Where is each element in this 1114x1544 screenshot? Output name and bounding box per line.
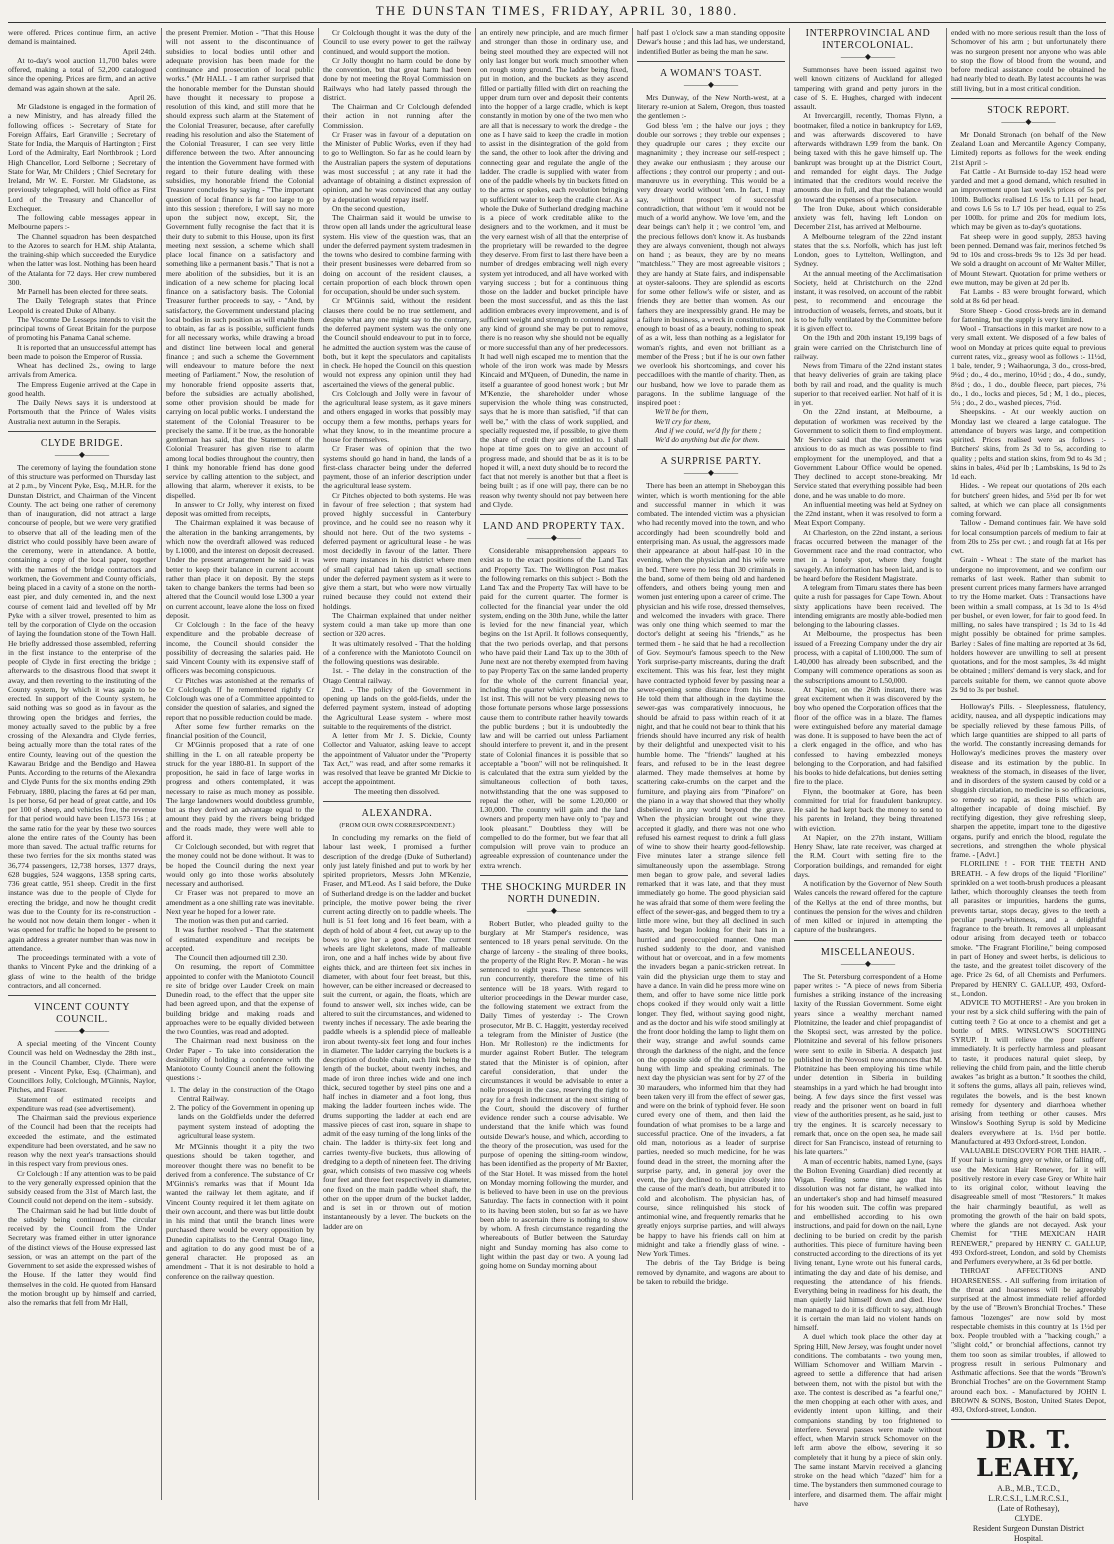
paragraph: The debris of the Tay Bridge is being removed by dynamite, and wagons are about to be taken to rebuild the bridge. xyxy=(637,1258,785,1286)
column-6 xyxy=(794,28,942,1508)
ornament-rule: ———◆——— xyxy=(840,958,896,968)
paragraph: The Chairman read next business on the Order Paper - To take into consideration the desirability of holding a conference with the Maniototo County Council anent the following questions :- xyxy=(166,1036,314,1083)
paragraph: The proceedings terminated with a vote of thanks to Vincent Pyke and the drinking of a glass of wine to the health of the bridge contractors, and all concerned. xyxy=(8,953,156,990)
headline-clyde-bridge: CLYDE BRIDGE. xyxy=(40,437,124,449)
paragraph: Cr Colclough thought it was the duty of the Council to use every power to get the railway continued, and would support the motion. xyxy=(323,28,471,56)
verse-line: We'd do anything but die for them. xyxy=(655,435,760,444)
paragraph: The Chairman explained it was because of the alteration in the banking arrangements, by which now the overdraft allowed was reduced by L1000, and the interest on deposit decreased. Under the present arrangement he said it was better to keep their balance in current account rather than place it on deposit. By the steps taken to change bankers the terms had been so altered that the Council would lose L300 a year on current account, leave alone the loss on fixed deposit. xyxy=(166,518,314,620)
paragraph: VALUABLE DISCOVERY FOR THE HAIR. - If your hair is turning grey or white, or falling off, use the Mexican Hair Renewer, for it will positively restore in every case Grey or White hair to its original color, without leaving the disagreeable smell of most "Restorers." It makes the hair charmingly beautiful, as well as promoting the growth of the hair on bald spots, where the glands are not decayed. Ask your Chemist for "THE MEXICAN HAIR RENEWER," prepared by HENRY C. GALLUP, 493 Oxford-street, London, and sold by Chemists and Perfumers everywhere, at 3s 6d per bottle. xyxy=(951,1146,1106,1266)
paragraph: A letter from Mr J. S. Dickie, County Collector and Valuator, asking leave to accept the appointment of Valuator under the "Property Tax Act," was read, and after some remarks it was resolved that leave be granted Mr Dickie to accept the appointment. xyxy=(323,731,471,787)
paragraph: On the 22nd instant, at Melbourne, a deputation of workmen was received by the Government to solicit them to find employment. Mr Service said that the Government was anxious to do as much as was possible to find employment for the unemployed, and that a Government Labour Office would be opened. They declined to accept stone-breaking. Mr Service stated that everything possible had been done, and he was unable to do more. xyxy=(794,407,942,500)
paragraph: Cr Pitches was astonished at the remarks of Cr Colclough. If he remembered rightly Cr Colclough was one of a Committee appointed to consider the question of salaries, and signed the report that no possible reduction could be made. xyxy=(166,675,314,722)
paragraph: Robert Butler, who pleaded guilty to the burglary at Mr Stamper's residence, was sentenced to 18 years penal servitude. On the charge of larceny - the stealing of three books, the property of the Right Rev. P. Moran - he was sentenced to eight years. These sentences will run concurrently, therefore the time of his sentence will be 18 years. With regard to ulterior proceedings in the Dewar murder case, the following statement we extract from the Daily Times of yesterday :- The Crown prosecutor, Mr B. C. Haggitt, yesterday received a telegram from the Minister of Justice (the Hon. Mr Rolleston) re the indictments for murder against Robert Butler. The telegram stated that the Minister is of opinion, after careful consideration, that under the circumstances it would be advisable to enter a nolle prosequi in the case, reserving the right to pray for a fresh indictment at the next sitting of the Court, should the discovery of further evidence render such a course advisable. We understand that the knife which was found outside Dewar's house, and which, according to the theory of the prosecution, was used for the purpose of opening the sitting-room window, has been identified as the property of Mr Baxter, of the Star Hotel. It was missed from the hotel on Monday morning following the murder, and is believed to have been in use on the previous Saturday. The facts in connection with it point to its having been stolen, but so far as we have been able to ascertain there is nothing to show by whom. A fresh circumstance regarding the whereabouts of Butler between the Saturday night and Sunday morning has also come to light within the past day or two. A young lad going home on Sunday morning about xyxy=(480,918,628,1270)
section-rule xyxy=(951,699,1106,700)
paragraph: The Chairman and Cr Colclough defended their action in not running after the Commission. xyxy=(323,102,471,130)
paragraph: It is reported that an unsuccessful attempt has been made to poison the Emperor of Russia. xyxy=(8,342,156,361)
section-rule xyxy=(794,940,942,941)
paragraph: an entirely new principle, and are much firmer and stronger than those in ordinary use, and being steel mouthed they are expected will not only last longer but work much smoother when on rough stony ground. The ladder being fixed, put in motion, and the buckets as they ascend filled or partially filled with dirt on reaching the upper drum turn over and deposit their contents into the hopper of a large cradle, which is kept constantly in motion by one of the two men who are all that is necessary to work the dredge - the one as I have said to keep the cradle in motion to assist in the disintegration of the gold from the sand, the other to look after the driving and connecting gear and regulate the angle of the ladder. The cradle is supplied with water from one of the paddle wheels by tin buckets fitted on to the arms or spokes, each revolution bringing up sufficient water to keep the cradle clear. As a whole the Duke of Sutherland dredging machine is a piece of work creditable alike to the designers and to the workmen, and it must be the very earnest wish of all that the enterprise of the proprietary will be rewarded to the degree they deserve. From first to last there have been a number of dredges embracing well nigh every system yet introduced, and all have worked with varying success ; but for a continuous thing those on the ladder and bucket principle have been the most successful, and as this the last addition embraces every improvement, and is of sufficient weight and strength to contend against any kind of ground she may be put to remove, there is no reason why she should not be equally or more successful than any of her predecessors. It had well nigh escaped me to mention that the whole of the iron work was made by Messrs Kincaid and M'Queen, of Dunedin, the name in itself a guarantee of good honest work ; but Mr M'Kenzie, the shareholder under whose supervision the whole thing was constructed, says that he is more than satisfied, "if that can well be," with the class of work supplied, and specially requested me, if possible, to give them the share of credit they are entitled to. I shall hope at time goes on to give an account of progress made, and should that be as it is to be hoped it will, a next duty should be to record the fact that not merely is another but that a fleet is being built ; as if one will pay, there can be no reason why twenty should not pay between here and Clyde. xyxy=(480,28,628,509)
paragraph: Mr M'Ginnis thought it a pity the two questions should be taken together, and moreover thought there was no benefit to be derived from a conference. The substance of Cr M'Ginnis's remarks was that if Mount Ida wanted the railway let them agitate, and if Vincent County required it let them agitate on their own account, and there was but little doubt in his mind that until the branch lines were purchased there would be every opposition by Dunedin capitalists to the Central Otago line, and agitation to do any good must be of a general character. He proposed as an amendment - That it is not desirable to hold a conference on the railway question. xyxy=(166,1142,314,1281)
paragraph: The Viscomte De Lesseps intends to visit the principal towns of Great Britain for the purpose of promoting his Panama Canal scheme. xyxy=(8,314,156,343)
paragraph: On the 19th and 20th instant 19,199 bags of grain were carried on the Christchurch line of railway. xyxy=(794,333,942,361)
paragraph: FLORILINE ! - FOR THE TEETH AND BREATH. - A few drops of the liquid "Floriline" sprinkled on a wet tooth-brush produces a pleasant lather, which thoroughly cleanses the teeth from all parasites or impurities, hardens the gums, prevents tartar, stops decay, gives to the teeth a peculiar pearly-whiteness, and a delightful fragrance to the breath. It removes all unpleasant odour arising from decayed teeth or tobacco smoke. "The Fragrant Floriline," being composed in part of Honey and sweet herbs, is delicious to the taste, and the greatest toilet discovery of the age. Price 2s 6d, of all Chemists and Perfumers. Prepared by HENRY C. GALLUP, 493, Oxford-st., London. xyxy=(951,859,1106,998)
advertisement-qualifications: A.B., M.B., T.C.D., xyxy=(997,1484,1060,1494)
ornament-rule: ———◆——— xyxy=(526,533,582,542)
paragraph: The following cable messages appear in Melbourne papers :- xyxy=(8,213,156,232)
headline-womans-toast: A WOMAN'S TOAST. xyxy=(659,67,763,79)
column-7 xyxy=(951,28,1106,1544)
advertisement-position: Hospital. xyxy=(1013,1534,1044,1544)
section-rule xyxy=(323,801,471,802)
ornament-rule: ———◆——— xyxy=(683,468,739,478)
paragraph: half past 1 o'clock saw a man standing opposite Dewar's house ; and this lad has, we understand, indentified Butler as being the man he saw. xyxy=(637,28,785,56)
ornament-rule: ———◆——— xyxy=(526,905,582,915)
paragraph: At Melbourne, the prospectus has been issued of a Freezing Company under the dry air process, with a capital of L100,000. The sum of L40,000 has already been subscribed, and the Company will commence operations as soon as the subscriptions amount to L50,000. xyxy=(794,629,942,685)
paragraph: It was further resolved - That the statement of estimated expenditure and receipts be accepted. xyxy=(166,925,314,953)
headline-stock-report: STOCK REPORT. xyxy=(987,104,1070,116)
paragraph: The Channel squadron has been despatched to the Azores to search for H.M. ship Atalanta, the training-ship which succeeded the Eurydice when the latter was lost. Nothing has been heard of the Atalanta for 72 days. Her crew numbered 300. xyxy=(8,231,156,287)
paragraph: The Daily Telegraph states that Prince Leopold is created Duke of Albany. xyxy=(8,296,156,315)
paragraph: At Invercargill, recently, Thomas Flynn, a bootmaker, filed a notice in bankruptcy for L69, and was afterwards discovered to have afterwards withdrawn L99 from the bank. On being taxed with this he gave himself up. The bankrupt was brought up at the District Court, and remanded for eight days. The Judge intimated that the creditors would receive the amounts due in full, and that the balance would go toward the expenses of a prosecution. xyxy=(794,111,942,204)
paragraph: There has been an attempt in Sheboygan this winter, which is worth mentioning for the able and successful manner in which it was combated. The intended victim was a physician who had recently moved into the town, and who accordingly had been scoundrelly bold and enterprising man. As usual, the aggressors made their appearance at about half-past 10 in the evening, when the physician and his wife were in bed. There were no less than 30 criminals in the band, some of them being old and hardened offenders, and others being young men and women just entering upon a career of crime. The physician and his wife rose, dressed themselves, and welcomed the invaders with grace. There was only one thing which seemed to mar the doctor's delight at seeing his "friends," as he termed them - he said that he had a recollection of Gov. Seymour's famous speech to the New York surprise-party miscreants, during the draft excitement. This was his fear, lest they might have contracted typhoid fever by passing near a sewer-opening some distance from his house. He told them that although in the daytime the sewer-gas was comparatively innocuous, he should be afraid to pass within reach of it at night, and that he could not bear to think that his friends should have incurred any risk of health by their delightful and unexpected visit to his humble home. The "friends" laughed at his fears, and refused to be in the least degree alarmed. They made themselves at home by scattering cake-crumbs on the carpet and the furniture, and playing airs from "Pinafore" on the piano in a way that showed that they wholly disbelieved in any world beyond the grave. When the physician brought out wine they accepted it gladly, and there was not one who refused his earnest request to drink a full glass of wine to show their hearty good-fellowship. Five minutes later a strange silence fell simultaneously upon the assemblage. Strong men began to grow pale, and several ladies remarked that it was late, and that they must immediately go home. The good physician said he was afraid that some of them were feeling the effect of the sewer-gas, and begged them to try a little more wine, but they all declined in such haste, and began looking for their hats in a hurried and preoccupied manner. One man rushed suddenly to the door, and vanished without hat or overcoat, and in a few moments the invaders began a panic-stricken retreat. In vain did the physician urge them to stay and have a dance. In vain did he press more wine on them, and offer to have some nice little pork chops cooked if they would only wait a little longer. They fled, without saying good night, and as the doctor and his wife stood smilingly at the front door holding the lamp to light them on their way, strange and awful sounds came through the darkness of the night, and the fence on the opposite side of the road seemed to be hung with limp and speaking criminals. The next day the physician was sent for by 27 of the 30 marauders, who informed him that they had been taken very ill from the effect of sewer gas, and were on the brink of typhoid fever. He soon cured every one of them, and then laid the foundation of what promises to be a large and successful practice. One of the invaders, a fat old man, notorious as a leader of surprise parties, needed so much medicine, for he was found dead in the street, the morning after the surprise party, and, in general joy over the event, the jury declined to inquire closely into the cause of the man's death, but attributed it to cold and alcoholism. The physician has, of course, since relinquished his stock of antimonial wine, and frequently remarks that he greatly enjoys surprise parties, and will always be happy to have his friends call on him at midnight and take a friendly glass of wine. - New York Times. xyxy=(637,481,785,1258)
paragraph: Statement of estimated receipts and expenditure was read (see advertisement). xyxy=(8,1094,156,1113)
paragraph: 2nd. - The policy of the Government in opening up lands on the gold-fields, under the deferred payment system, instead of adopting the Agricultural Lease system - where most suitable to the requirements of the district. xyxy=(323,684,471,731)
paragraph: At Napier, on the 26th instant, there was great excitement when it was discovered by the boy who opened the Corporation offices that the floor of the office was in a blaze. The flames were extinguished before any material damage was done. It is supposed to have been the act of a clerk engaged in the office, and who has confessed to having embezzled moneys belonging to the Corporation, and had falsified his books to hide defalcations, but denies setting fire to the place. xyxy=(794,684,942,787)
paragraph: In concluding my remarks on the field of labour last week, I promised a further description of the dredge (Duke of Sutherland) only just lately finished and put to work by her spirited proprietors, Messrs John M'Kenzie, Fraser, and M'Leod. As I said before, the Duke of Sutherland dredge is on the ladder and bucket principle, the motive power being the river current acting directly on to paddle wheels. The hull is 51 feet long and 16 feet beam, with a depth of hold of about 4 feet, cut away up to the bows to give her a good sheer. The current wheels are light skeletons, made of malleable iron, one and a half inches wide by about five eights thick, and are thirteen feet six inches in diameter, with about four feet breast, but this, however, can be either increased or decreased to suit the current, or again, the floats, which are found to answer well, six inches wide, can be altered to suit the circumstances, and widened to twenty inches if necessary. The axle bearing the paddle wheels is a splendid piece of malleable iron about twenty-six feet long and four inches in diameter. The ladder carrying the buckets is a description of double chain, each link being the length of the bucket, about twenty inches, and made of iron three inches wide and one inch thick, secured together by steel pins one and a half inches in diameter and a foot long, thus making the ladder fourteen inches wide. The drums supporting the ladder at each end are massive pieces of cast iron, square in shape to admit of the easy turning of the long links of the chain. The ladder is thirty-six feet long and carries twenty-five buckets, thus allowing of dredging to a depth of nineteen feet. The driving gear, which consists of two massive cog wheels four feet and three feet respectively in diameter, one fixed on the main paddle wheel shaft, the other on the upper drum of the bucket ladder, and is set in or thrown out of motion instantaneously by a lever. The buckets on the ladder are on xyxy=(323,833,471,1231)
column-3 xyxy=(323,28,471,1500)
paragraph: After some few further remarks on the financial position of the Council, xyxy=(166,721,314,740)
advertisement-town: CLYDE. xyxy=(1014,1514,1043,1524)
headline-miscellaneous: MISCELLANEOUS. xyxy=(820,946,916,958)
headline-surprise-party: A SURPRISE PARTY. xyxy=(660,456,762,468)
paragraph: News from Timaru of the 22nd instant states that heavy deliveries of grain are taking place both by rail and road, and the quality is much superior to that received earlier. Not half of it is in yet. xyxy=(794,361,942,407)
section-rule xyxy=(8,431,156,432)
paragraph: Cr Colclough seconded, but with regret that the money could not be done without. It was to be hoped the Council during the next year would only go into those works absolutely necessary and authorised. xyxy=(166,842,314,888)
paragraph: At Charleston, on the 22nd instant, a serious fracas occurred between the manager of the Government race and the road contractor, who met in a lonely spot, where they fought savagely. An information has been laid, and is to be heard before the Resident Magistrate. xyxy=(794,527,942,583)
paragraph: were offered. Prices continue firm, an active demand is maintained. xyxy=(8,28,156,47)
paragraph: On the second question, xyxy=(332,203,405,213)
masthead-rule xyxy=(8,22,1106,23)
paragraph: The Chairman said it would be unwise to throw open all lands under the agricultural lease system. His view of the question was, that an under the deferred payment system tradesmen in the towns who desired to combine farming with their present businesses were debarred from so doing on account of the resident clauses, a certain proportion of each block thrown open for occupation, should be under such system. xyxy=(323,213,471,296)
headline-vincent-county-council: VINCENT COUNTY COUNCIL. xyxy=(33,1002,131,1025)
paragraph: The St. Petersburg correspondent of a Home paper writes :- "A piece of news from Siberia furnishes a striking instance of the increasing laxity of the Russian Government. Some eight years since a wealthy merchant named Plotnitzine, the leader and chief propagandist of the Skoptsi sect, was arrested by the police. Plotnitzine and several of his fellow prisoners were sent to exile in Siberia. A despatch just published in the Novosti now announces that M. Plotnitzine has been employing his time while under detention in Siberia in building steamships in a yard which he had brought into being. A few days since the first vessel was ready and the prisoner went on board in full view of the authorities present, as he said, just to try the engines. It is scarcely necessary to remark that, once on the open sea, he made sail direct for San Francisco, instead of returning to his late quarters." xyxy=(794,971,942,1157)
paragraph: A notification by the Governor of New South Wales cancels the reward offered for the capture of the Kellys at the end of three months, but continues the pension for the wives and children of men killed or injured in attempting the capture of the bushrangers. xyxy=(794,879,942,935)
paragraph: The Iron Duke, about which considerable anxiety was felt, having left London on December 21st, has arrived at Melbourne. xyxy=(794,203,942,232)
paragraph: Mr Parnell has been elected for three seats. xyxy=(17,287,148,296)
ornament-rule: ———◆——— xyxy=(1001,116,1056,126)
headline-shocking-murder: THE SHOCKING MURDER IN NORTH DUNEDIN. xyxy=(481,881,627,905)
column-2 xyxy=(166,28,314,1500)
paragraph: A special meeting of the Vincent County Council was held on Wednesday the 28th inst., in the Council Chamber, Clyde. There were present - Vincent Pyke, Esq. (Chairman), and Councillors Jolly, Colclough, M'Ginnis, Naylor, Pitches, and Fraser. xyxy=(8,1039,156,1095)
column-divider xyxy=(789,28,790,1500)
agenda-list xyxy=(170,1084,314,1141)
paragraph: Grain - Wheat : The state of the market has undergone no improvement, and we confirm our remarks of last week. Rather than submit to present current prices many farmers have arranged to try the Home market. Oats : Transactions have been within a small compass, at 1s 3d to 1s 4½d per bushel, or even lower, for fair to good feed. In milling, no sales have transpired ; 1s 3d to 1s 4d might possibly be obtained for prime samples. Barley : Sales of fine malting are reported at 3s 6d, holders however are unwilling to sell at present quotations, and for the most samples, 3s 4d might be obtained ; millers' demand is very slack, and for parcels suitable for them, we cannot quote above 2s 9d to 3s per bushel. xyxy=(951,555,1106,694)
paragraph: Summonses have been issued against two well known citizens of Auckland for alleged tampering with grand and petty jurors in the case of S. E. Hughes, charged with indecent assault. xyxy=(794,65,942,111)
paragraph: In answer to Cr Jolly, why interest on fixed deposit was omitted from receipts, xyxy=(166,499,314,518)
paragraph: Cr Fraser was not prepared to move an amendment as a one shilling rate was inevitable. Next year he hoped for a lower rate. xyxy=(166,888,314,916)
paragraph: A duel which took place the other day at Spring Hill, New Jersey, was fought under novel conditions. The combatants - two young men, William Schomover and William Marvin - agreed to settle a difference that had arisen between them, not with the pistol but with the axe. The contest is described as "a fearful one," the men chopping at each other with axes, and evidently intent upon killing, and their companions standing by too frightened to interfere. Several passes were made without effect, when Marvin struck Schomover on the left arm above the elbow, severing it so completely that it hung by a piece of skin only. The same instant Marvin received a glancing stroke on the head which "dazed" him for a time. The bystanders then summoned courage to interfere, and disarmed them. The affair might have xyxy=(794,1332,942,1508)
ornament-rule: ———◆——— xyxy=(54,1026,110,1035)
paragraph: Store Sheep - Good cross-breds are in demand for fattening, but the supply is very limited. xyxy=(951,305,1106,324)
paragraph: Cr Colclough : If any attention was to be paid to the very generally expressed opinion that the subsidy ceased from the 31st of March last, the Council could not depend on the item - subsidy. xyxy=(8,1168,156,1206)
paragraph: Wool - Transactions in this market are now to a very small extent. We disposed of a few bales of wool on Monday at prices quite equal to previous current rates, viz., greasy wool as follows :- 11½d, 1 bale, tender, 9 ; Waihaorunga, 3 do., cross-bred, 9¼d ; do., 4 do., merino, 10½d ; do., 4 do., sundy, 8¼d ; do., 1 do., double fleece, part pieces, 7¼ do., 1 do., locks and pieces, 5d ; M, 1 do., pieces, 5¼ ; do., 2 do., washed pieces, 7½d. xyxy=(951,324,1106,407)
section-rule xyxy=(637,449,785,450)
paragraph: Fat sheep were in good supply, 2853 having been penned. Demand was fair, merinos fetched 9s 9d to 10s and cross-breds 9s to 12s 3d per head. We sold a draught on account of Mr Walter Miller, of Mount Stewart. Quotation for prime wethers or ewe mutton, may be given at 2d per lb. xyxy=(951,231,1106,287)
paragraph: A telegram from Timaru states there has been quite a rush for passages for Cape Town. About sixty applications have been received. The intending emigrants are mostly able-bodied men belonging to the labouring classes. xyxy=(794,583,942,629)
paragraph: The ceremony of laying the foundation stone of this structure was performed on Thursday last at 2 p.m., by Vincent Pyke, Esq., M.H.R. for the Dunstan District, and Chairman of the Vincent County. The act being one rather of ceremony than of inauguration, did not attract a large concourse of people, but we were very gratified to observe that all of the leading men of the district who could possibly have been aware of the ceremony, were in attendance. A bottle, containing a copy of the local paper, together with the names of the bridge contractors and workmen, the Government and County officials, being placed in a cavity of a stone on the north-east pier, and duly cemented in, and the next course of cement laid and levelled off by Mr Pyke with a silver trowel, presented to him as tell by the corporation of Clyde on the occasion of laying the foundation stone of the Town Hall. He briefly addressed those assembled, referring in the first instance to the enterprise of the people of Clyde in first erecting the bridge ; afterwards to the disastrous flood that swept it away, and then reverting to the instituting of the County system, by which it was again to be erected. In support of the County system, he said nothing was so good as in favour as the throwing open the bridges and ferries, the money actually saved to the public by a free crossing of the Alexandra and Clyde ferries, being actually more than the total rates of the entire County, leaving out of the question the Kawarau Bridge and the Bendigo and Hawea Punts. According to the returns of the Alexandra and Clyde Punts for the six months ending 29th February, 1880, placing the fares at 6d per man, 1s per horse, 6d per head of great cattle, and 10s per 100 of sheep, and vehicles free, the revenue for that period would have been L1573 16s ; at the same ratio for the year by these two sources alone the entire rates of the County has been more than saved. The actual traffic returns for these two ferries for the six months stated was 36,774 passengers, 12,738 horses, 1377 drays, 628 buggies, 524 waggons, 1358 spring carts, 736 great cattle, 951 sheep. Credit in the first instance was due to the people of Clyde for erecting the bridge, and now he thought credit was due to the County for its re-construction - he would not now detain them longer - when it was opened for traffic he hoped to be present to again address a greater number than was now in attendance. xyxy=(8,462,156,953)
paragraph: The Daily News says it is understood at Portsmouth that the Prince of Wales visits Australia next autumn in the Serapis. xyxy=(8,398,156,426)
list-item: 2. The policy of the Government in opening up lands on the Goldfields under the deferred payment system instead of adopting the agricultural lease system. xyxy=(170,1103,314,1140)
paragraph: Tallow - Demand continues fair. We have sold for local consumption parcels of medium to fair at from 20s to 25s per cwt. ; and rough fat at 16s per cwt. xyxy=(951,518,1106,555)
paragraph: Wheat has declined 2s., owing to large arrivals from America. xyxy=(8,361,156,380)
ornament-rule: ———◆——— xyxy=(54,449,110,459)
paragraph: The Council then adjourned till 2.30. xyxy=(175,953,288,962)
paragraph: Cr M'Ginnis proposed that a rate of one shilling in the L on all rateable property be struck for the year 1880-81. In support of the proposition, he said in face of large works in progress and others contemplated, it was necessary to raise as much money as possible. The large landowners would doubtless grumble, but as they derived an advantage equal to the amount they paid by the rivers being bridged and the roads made, they were well able to afford it. xyxy=(166,740,314,842)
section-rule xyxy=(480,875,628,876)
byline: (FROM OUR OWN CORRESPONDENT.) xyxy=(339,821,455,829)
paragraph: ended with no more serious result than the loss of Schomover of his arm ; but unfortunately there was no surgeon present nor anyone who was able to stop the flow of blood from the wound, and before medical assistance could be obtained he had nearly bled to death. By latest accounts he was still living, but in a most critical condition. xyxy=(951,28,1106,93)
paragraph: The Empress Eugenie arrived at the Cape in good health. xyxy=(8,379,156,398)
paragraph: At to-day's wool auction 11,700 bales were offered, making a total of 52,200 catalogued since the opening. Prices are firm, and an active demand was again shown at the sale. xyxy=(8,55,156,93)
verse-line: We'll cry for them, xyxy=(655,416,711,426)
paragraph: Fat Cattle - At Burnside to-day 152 head were yarded and met a good demand, which resulted in an improvement upon last week's prices of 5s per 100lb. Bullocks realised L6 15s to L11 per head, and cows L6 5s to L7 10s per head, equal to 25s per 100lb. for prime and 20s for medium lots, which may be given as to-day's quotations. xyxy=(951,166,1106,232)
paragraph: ADVICE TO MOTHERS! - Are you broken in your rest by a sick child suffering with the pain of cutting teeth ? Go at once to a chemist and get a bottle of MRS. WINSLOW'S SOOTHING SYRUP. It will relieve the poor sufferer immediately. It is perfectly harmless and pleasant to taste, it produces natural quiet sleep, by relieving the child from pain, and the little cherub awakes "as bright as a button." It soothes the child, it softens the gums, allays all pain, relieves wind, regulates the bowels, and is the best known remedy for dysentery and diarrhoea whether arising from teething or other causes. Mrs Winslow's Soothing Syrup is sold by Medicine dealers everywhere at 1s. 1½d per bottle. Manufactured at 493 Oxford-street, London. xyxy=(951,998,1106,1146)
paragraph: An influential meeting was held at Sydney on the 22nd instant, when it was resolved to form a Meat Export Company. xyxy=(794,499,942,528)
dateline: April 26. xyxy=(128,92,156,102)
list-item: 1. The delay in the construction of the Otago Central Railway. xyxy=(170,1084,314,1103)
section-rule xyxy=(951,1419,1106,1420)
advertisement-note: (Late of Rothesay), xyxy=(997,1504,1060,1514)
paragraph: The Chairman said the previous experience of the Council had been that the receipts had exceeded the estimate, and the estimated expenditure had been overstated, and he saw no reason why the next year's transactions should in this respect vary from previous ones. xyxy=(8,1113,156,1169)
paragraph: THROAT AFFECTIONS AND HOARSENESS. - All suffering from irritation of the throat and hoarseness will be agreeably surprised at the almost immediate relief afforded by the use of "Brown's Bronchial Troches." These famous "lozenges" are now sold by most respectable chemists in this country at 1s 1½d per box. People troubled with a "hacking cough," a "slight cold," or bronchial affections, cannot try them too soon as similar troubles, if allowed to progress result in serious Pulmonary and Asthmatic affections. See that the words "Brown's Bronchial Troches" are on the Government Stamp around each box. - Manufactured by JOHN I. BROWN & SONS, Boston, United States Depot, 493, Oxford-street, London. xyxy=(951,1266,1106,1414)
paragraph: On resuming, the report of Committee appointed to confer with the Maniototo Council re site of bridge over Lauder Creek on main Dunedin road, to the effect that the upper site had been agreed upon, and that the expense of building bridge and making roads and approaches were to be equally divided between the two Counties, was read and adopted. xyxy=(166,962,314,1036)
headline-land-property-tax: LAND AND PROPERTY TAX. xyxy=(483,521,625,532)
paragraph: A Melbourne telegram of the 22nd instant states that the s.s. Norfolk, which has just left London, goes to Lyttelton, Wellington, and Sydney. xyxy=(794,231,942,269)
paragraph: Cr M'Ginnis said, without the resident clauses there could be no true settlement, and despite what any one might say to the contrary, the deferred payment system was the only one the Council should endeavour to put in to force, he admitted the auction system was the cause of both, but it kept the speculators and capitalists in check. He hoped the Council on this question would not express any opinion until they had ascertained the views of the general public. xyxy=(323,296,471,389)
column-divider xyxy=(318,28,319,1500)
headline-interprovincial: INTERPROVINCIAL AND INTERCOLONIAL. xyxy=(805,28,931,51)
columns xyxy=(8,28,1106,1544)
section-rule xyxy=(637,61,785,62)
column-divider xyxy=(475,28,476,1500)
column-divider xyxy=(946,28,947,1500)
paragraph: Hides. - We repeat our quotations of 20s each for butchers' green hides, and 5½d per lb for wet salted, at which we can place all consignments coming forward. xyxy=(951,481,1106,518)
paragraph: At Napier, on the 27th instant, William Henry Shaw, late rate receiver, was charged at the R.M. Court with setting fire to the Corporation buildings, and remanded for eight days. xyxy=(794,832,942,879)
paragraph: The motion was then put and carried. xyxy=(175,916,289,925)
paragraph: Mrs Dunway, of the New North-west, at a literary re-union at Salem, Oregon, thus toasted the gentlemen :- xyxy=(637,92,785,121)
paragraph: God bless 'em ; the halve our joys ; they double our sorrows ; they treble our expenses ; they quadruple our cares ; they excite our magnanimity ; they increase our self-respect ; they awake our enthusiasm ; they arouse our affections ; they control our property ; and out-manœuvre us in everything. This would be a very dreary world without 'em. In fact, I may say, without prospect of successful contradiction, that without 'em it would not be much of a world anyhow. We love 'em, and the dear beings can't help it ; we control 'em, and the precious fellows don't know it. As husbands they are always convenient, though not always on hand ; as beaux, they are by no means "matchless." They are most agreeable visitors ; they are handy at State fairs, and indispensable at oyster-saloons. They are splendid as escorts for some other fellow's wife or sister, and as friends they are better than women. As our fathers they are inexpressibly grand. He may be a failure in business, a wreck in constitution, not enough to boast of as a beauty, nothing to speak of as a wit, less than nothing as a legislator for woman's rights, and even not brilliant as a member of the Press ; but if he is our own father we overlook his shortcomings, and cover his peccadilloes with the mantle of charity. Then, as our husband, how we love to parade them as paragons. In the sublime language of the inspired poet : xyxy=(637,120,785,407)
paragraph: The meeting then dissolved. xyxy=(354,786,440,796)
paragraph: Mr Donald Stronach (on behalf of the New Zealand Loan and Mercantile Agency Company, Limited) reports as follows for the week ending 21st April :- xyxy=(951,129,1106,167)
paragraph: Mr Gladstone is engaged in the formation of a new Ministry, and has already filled the following offices :- Secretary of State for Foreign Affairs, Earl Granville ; Secretary of State for India, the Marquis of Hartington ; First Lord of the Admiralty, Earl Northbrook ; Lord High Chancellor, Lord Selborne ; Secretary of State for War, Mr Childers ; Chief Secretary for Ireland, Mr W. E. Forster. Mr Gladstone, as previously telegraphed, will hold office as First Lord of the Treasury and Chancellor of Exchequer. xyxy=(8,102,156,213)
column-5 xyxy=(637,28,785,1500)
paragraph: Sheepskins. - At our weekly auction on Monday last we cleared a large catalogue. The attendance of buyers was large, and competition spirited. Prices realised were as follows :- Butchers' skins, from 2s 3d to 5s, according to quality ; pelts and station skins, from 9d to 4s 3d ; skins in bales, 4¼d per lb ; Lambskins, 1s 9d to 2s 1d each. xyxy=(951,407,1106,481)
column-divider xyxy=(161,28,162,1500)
paragraph: Crs Colclough and Jolly were in favour of the agricultural lease system, as it gave miners and others engaged in works that possibly may occupy them a few months, perhaps years for what they know, to in the meantime procure a house for themselves. xyxy=(323,388,471,444)
paragraph: The Chairman said he had but little doubt of the subsidy being continued. The circular received by the Council from the Under Secretary was framed either in utter ignorance of the distinct views of the House expressed last session, or was an attempt on the part of the Government to set aside the expressed wishes of the House. If the latter they would find themselves in the cold. He quoted from Hansard the motion brought up by himself and carried, also the remarks that fell from Mr Hall, xyxy=(8,1205,156,1307)
dateline: April 24th. xyxy=(122,46,156,56)
paragraph: Cr Pitches objected to both systems. He was in favour of free selection ; that system had proved highly successful in Canterbury province, and he could see no reason why it should not here. Out of the two systems - deferred payment or agricultural lease - he was most decidedly in favour of the latter. There were many instances in his district where men of small capital had taken up small sections under the deferred payment system as it were to give them a start, but who were now virtually ruined because they could not extend their holdings. xyxy=(323,490,471,611)
paragraph: the present Premier. Motion - "That this House will not assent to the discontinuance of subsidies to local bodies until other and adequate provision has been made for the continuance and prosecution of local public works." (Mr HALL - I am rather surprised that the honorable member for the Dunstan should have thought it necessary to propose a resolution of this kind, and still more that he should express such alarm at the Statement of the Colonial Treasurer, because, after carefully reading his resolution and also the Statement of the Colonial Treasurer, I can see very little difference between the two. After announcing the intention the Government have formed with regard to their future dealing with these subsidies, my honorable friend the Colonial Treasurer concludes by saying - "The important question of local finance is far too large to go into this session ; therefore, I will say no more upon the subject now, except, Sir, the Government fully recognise the fact that it is their duty to submit to this House, upon its first meeting next session, a scheme which shall place local finance on a satisfactory and something like a permanent basis." That is not a mere abolition of the subsidies, but it is an indication of a new scheme for placing local finance on a satisfactory basis. The Colonial Treasurer further proceeds to say, - "And, by satisfactory, the Government understand placing local bodies in such position as will enable them to obtain, as far as is possible, sufficient funds for all necessary works, while drawing a broad and distinct line between local and general finance ; and such a scheme the Government will endeavour to mature before the next meeting of Parliament." Now, the resolution of my honorable friend opposite asserts that, before the subsidies are actually abolished, some other provision should be made for carrying on local public works. I understand the statement of the Colonial Treasurer to be precisely the same. If it be true, as the honorable gentleman has said, that the Statement of the Colonial Treasurer has given rise to alarm among local bodies throughout the country, then I think my honorable friend has done good service by calling attention to the subject, and allowing that alarm, wherever it exists, to be dispelled. xyxy=(166,28,314,500)
verse-line: We'll be for them, xyxy=(655,407,709,417)
advertisement-position: Resident Surgeon Dunstan District xyxy=(972,1524,1085,1534)
paragraph: Cr Fraser was of opinion that the two systems should go hand in hand, the lands of a first-class character being under the deferred payment, those of an inferior description under the agricultural lease system. xyxy=(323,444,471,491)
paragraph: Cr Colclough : In the face of the heavy expenditure and the probable decrease of income, the Council should consider the possibility of decreasing the salaries paid. He said Vincent County with its expensive staff of officers was becoming conspicuous. xyxy=(166,620,314,676)
paragraph: 1st. - The delay in the construction of the Otago Central railway. xyxy=(323,666,471,685)
verse-line: And if we could, we'd fly for them ; xyxy=(655,425,762,435)
paragraph: Holloway's Pills. - Sleeplessness, flatulency, acidity, nausea, and all dyspeptic indications may be specially relieved by these famous Pills, of which large quantities are shipped to all parts of the world. The constantly increasing demands for Holloway's medicines proves the mastery over disease and its estimation by the public. In weakness of the stomach, in diseases of the liver, and in disorders of the system caused by cold or a sluggish circulation, no medicine is so efficacious, so remedy so rapid, as these Pills which are altogether incapable of doing mischief. By rectifying digestion, they give refreshing sleep, sharpen the appetite, impart tone to the digestive organs, purify and enrich the blood, regulate the secretions, and strengthen the whole physical frame. - [Advt.] xyxy=(951,702,1106,859)
paragraph: Cr Jolly thought no harm could be done by the convention, but that great harm had been done by not meeting the Royal Commission on Railways who had lately passed through the district. xyxy=(323,55,471,102)
paragraph: Considerable misapprehension appears to exist as to the exact positions of the Land Tax and Property Tax. The Wellington Post makes the following remarks on this subject :- Both the Land Tax and the Property Tax will have to be paid for the current quarter. The former is collected for the financial year under the old system, ending on the 30th June, while the latter is levied for the new financial year, which begins on the 1st April. It follows consequently, that the two periods overlap, and that persons who have paid their Land Tax up to the 30th of June next are not thereby exempted from having to pay Property Tax on the same landed property for the whole of the current financial year, including the quarter which commenced on the 1st inst. This will not be very pleasing news to those fortunate persons whose large possessions cause them to contribute rather heavily towards the public burdens ; but it is undoubtedly the law and will be carried out unless Parliament should interfere to prevent it, and in the present state of Colonial finances it is possible that so acceptable a "boon" will not be relinquished. It is calculated that the extra sum yielded by the simultaneous collection of both taxes, notwithstanding that the one was supposed to repeal the other, will be some L20,000 or L30,000. The country will gain and the land owners and property men have only to "pay and look pleasant." Doubtless they will be compelled to do the former, but we fear that all compulsion will prove vain to produce an agreeable expression of countenance under the extra wrench. xyxy=(480,546,628,870)
advertisement-name: DR. T. LEAHY, xyxy=(976,1425,1081,1483)
column-1 xyxy=(8,28,156,1500)
paragraph: A man of eccentric habits, named Lyne, (says the Bolton Evening Guardian) died recently at Wigan. Feeling some time ago that his dissolution was not far distant, he walked into an undertaker's shop and had himself measured for his wooden suit. The coffin was prepared and embellished according to his own instructions, and paid for down on the nail, Lyne declining to be buried on credit by the parish authorities. This piece of furniture having been constructed according to the directions of its yet living tenant, Lyne wrote out his funeral cards, intimating the day and date of his demise, and requesting the attendance of his friends. Everything being in readiness for his death, the man quietly laid himself down and died. How he managed to do it is difficult to say, although it is certain the man laid no violent hands on himself. xyxy=(794,1156,942,1332)
headline-alexandra: ALEXANDRA. xyxy=(361,807,433,819)
section-rule xyxy=(8,995,156,996)
masthead: THE DUNSTAN TIMES, FRIDAY, APRIL 30, 1880. xyxy=(375,3,739,18)
column-divider xyxy=(632,28,633,1500)
section-rule xyxy=(480,514,628,515)
column-4 xyxy=(480,28,628,1500)
paragraph: It was ultimately resolved - That the holding of a conference with the Maniototo Council on the following questions was desirable. xyxy=(323,638,471,666)
ornament-rule: ———◆——— xyxy=(840,52,896,61)
advertisement-qualifications: L.R.C.S.I., L.M.R.C.S.I., xyxy=(988,1494,1069,1504)
paragraph: The Chairman explained that under neither system could a man take up more than one section or 320 acres. xyxy=(323,610,471,639)
section-rule xyxy=(951,98,1106,99)
paragraph: Flynn, the bootmaker at Gore, has been committed for trial for fraudulent bankruptcy. He said he had kept back the money to send to his parents in Ireland, they being threatened with eviction. xyxy=(794,786,942,833)
paragraph: Cr Fraser was in favour of a deputation on the Minister of Public Works, even if they had to go to Wellington. So far as he could learn by the Australian papers the system of deputations was most successful ; at any rate it had the advantage of obtaining a distinct expression of opinion, and he was convinced that any outlay by a deputation would repay itself. xyxy=(323,129,471,204)
paragraph: At the annual meeting of the Acclimatisation Society, held at Christchurch on the 22nd instant, it was resolved, on account of the rabbit pest, to recommend and encourage the introduction of weasels, ferrets, and stoats, but it is to be fully ventilated by the Committee before it is given effect to. xyxy=(794,268,942,333)
ornament-rule: ———◆——— xyxy=(683,79,739,89)
paragraph: Fat Lambs - 83 were brought forward, which sold at 8s 6d per head. xyxy=(951,287,1106,306)
